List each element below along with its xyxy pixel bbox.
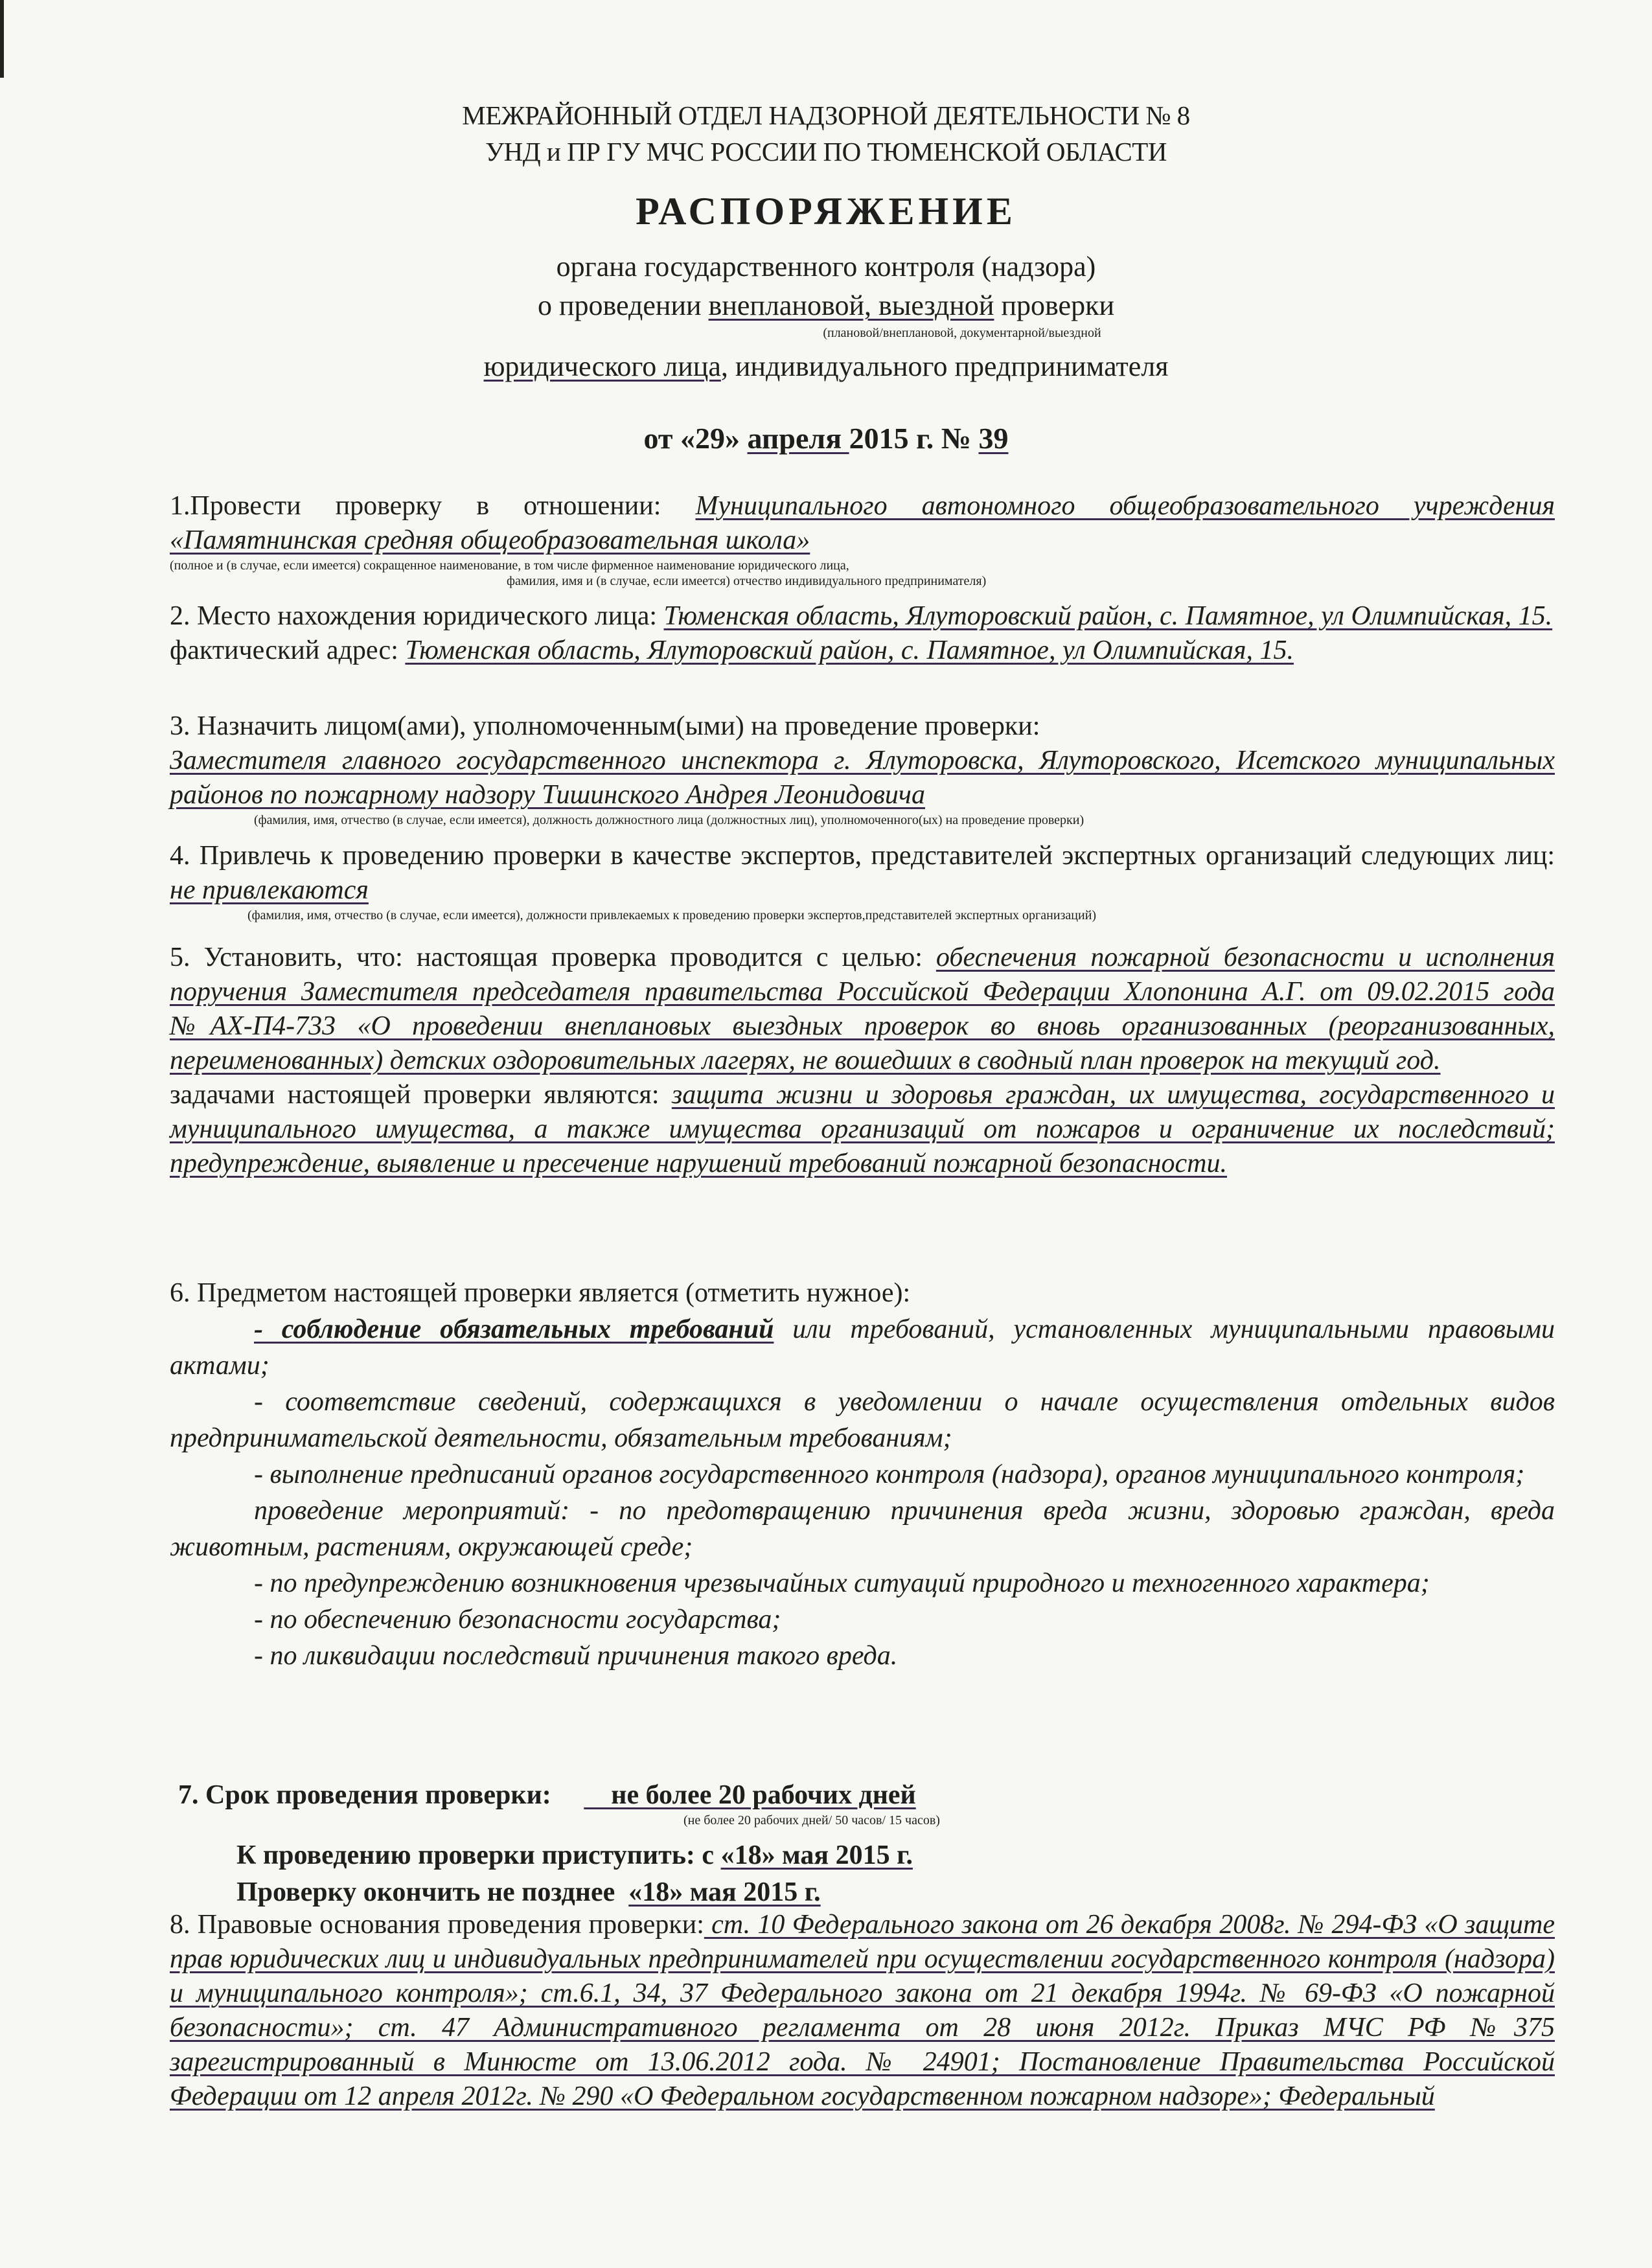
section-label: 7. Срок проведения проверки: [178,1780,551,1810]
caption: (фамилия, имя, отчество (в случае, если имеется), должность должностного лица (должностных лиц), уполномоченного(ых) на проведение проверки) [254,813,1084,827]
section-label: 5. Установить, что: настоящая проверка проводится с целью: [170,943,936,972]
end-date: «18» мая 2015 г. [628,1877,821,1907]
text: о проведении [537,290,709,321]
inspected-entity: Муниципального автономного общеобразовательного учреждения «Памятнинская средняя общеобразовательная школа» [170,491,1555,555]
caption: (фамилия, имя, отчество (в случае, если имеется), должности привлекаемых к проведению проверки экспертов,представителей экспертных организаций) [247,908,1097,922]
inspection-type: внеплановой, выездной [708,290,994,321]
date-prefix: от «29» [643,422,748,455]
inspection-end [236,1875,1622,1910]
subject-item: - по предупреждению возникновения чрезвычайных ситуаций природного и техногенного характера; [254,1568,1430,1598]
actual-address: Тюменская область, Ялуторовский район, с. Памятное, ул Олимпийская, 15. [405,636,1294,665]
subject-item: проведение мероприятий: - по предотвращению причинения вреда жизни, здоровью граждан, вреда животным, растениям, окружающей среде; [170,1496,1555,1562]
section-3 [170,709,1555,828]
subject-item: - по обеспечению безопасности государства; [254,1605,781,1634]
section-label: 8. Правовые основания проведения проверки: [170,1910,704,1940]
header-line-2: УНД и ПР ГУ МЧС РОССИИ ПО ТЮМЕНСКОЙ ОБЛАСТИ [485,137,1167,166]
subject-item: или требований, установленных муниципальными правовыми актами; [170,1314,1555,1380]
section-label: 1.Провести проверку в отношении: [170,491,696,521]
subject-item: - выполнение предписаний органов государственного контроля (надзора), органов муниципального контроля; [254,1460,1525,1489]
inspection-duration: не более 20 рабочих дней [584,1780,916,1810]
caption: (не более 20 рабочих дней/ 50 часов/ 15 часов) [683,1813,940,1827]
section-8 [170,1908,1555,2114]
section-4 [170,839,1555,923]
legal-basis: ст. 10 Федерального закона от 26 декабря 2008г. № 294-ФЗ «О защите прав юридических лиц и индивидуальных предпринимателей при осуществлении государственного контроля (надзора) и муниципального контроля»; ст.6.1, 34, 37 Федерального закона от 21 декабря 1994г. № 69-ФЗ «О пожарной безопасности»; ст. 47 Административного регламента от 28 июня 2012г. Приказ МЧС РФ №375 зарегистрированный в Минюсте от 13.06.2012 года. № 24901; Постановление Правительства Российской Федерации от 12 апреля 2012г. № 290 «О Федеральном государственном пожарном надзоре»; Федеральный [170,1910,1555,2111]
section-6 [170,1275,1555,1674]
text: проверки [994,290,1115,321]
section-label: 6. Предметом настоящей проверки является (отметить нужное): [170,1278,911,1308]
subject-item: - соответствие сведений, содержащихся в уведомлении о начале осуществления отдельных видов предпринимательской деятельности, обязательным требованиям; [170,1387,1555,1453]
section-5 [170,941,1555,1181]
document-title: РАСПОРЯЖЕНИЕ [636,190,1016,233]
selected-subject: - соблюдение обязательных требований [254,1314,774,1344]
text: , индивидуального предпринимателя [720,350,1169,382]
legal-address: Тюменская область, Ялуторовский район, с. Памятное, ул Олимпийская, 15. [663,601,1553,631]
document-number: 39 [978,422,1009,455]
section-label: фактический адрес: [170,636,406,665]
section-7 [178,1778,1563,1828]
document-subtitle [0,247,1652,386]
start-date: «18» мая 2015 г. [720,1840,913,1870]
scan-edge [0,0,4,78]
start-label: К проведению проверки приступить: с [236,1840,721,1870]
inspection-tasks: защита жизни и здоровья граждан, их имущества, государственного и муниципального имущества, а также имущества организаций от пожаров и ограничение их последствий; предупреждение, выявление и пресечение нарушений требований пожарной безопасности. [170,1080,1555,1178]
section-label: 3. Назначить лицом(ами), уполномоченным(ыми) на проведение проверки: [170,711,1040,741]
inspection-type-caption: (плановой/внеплановой, документарной/выездной [823,326,1101,340]
date-month: апреля [747,422,849,455]
subtitle-line-1: органа государственного контроля (надзора) [556,251,1096,282]
document-date-number [0,421,1652,455]
date-year: 2015 г. № [849,422,979,455]
end-label: Проверку окончить не позднее [236,1877,629,1907]
section-1 [170,489,1555,589]
section-label: 2. Место нахождения юридического лица: [170,601,664,631]
subtitle-line-2 [0,286,1652,325]
inspection-start [236,1838,1622,1873]
inspection-purpose: обеспечения пожарной безопасности и исполнения поручения Заместителя председателя правительства Российской Федерации Хлопонина А.Г. от 09.02.2015 года №АХ-П4-733 «О проведении внеплановых выездных проверок во вновь организованных (реорганизованных, переименованных) детских оздоровительных лагерях, не вошедших в сводный план проверок на текущий год. [170,943,1555,1075]
section-label: задачами настоящей проверки являются: [170,1080,672,1110]
subject-item: - по ликвидации последствий причинения такого вреда. [254,1641,898,1671]
section-label: 4. Привлечь к проведению проверки в качестве экспертов, представителей экспертных организаций следующих лиц: [170,841,1555,871]
header-department [0,97,1652,170]
caption: фамилия, имя и (в случае, если имеется) отчество индивидуального предпринимателя) [507,574,987,588]
experts: не привлекаются [170,875,369,905]
authorized-person: Заместителя главного государственного инспектора г. Ялуторовска, Ялуторовского, Исетского муниципальных районов по пожарному надзору Тишинского Андрея Леонидовича [170,746,1555,810]
subject-type: юридического лица [483,350,721,382]
header-line-1: МЕЖРАЙОННЫЙ ОТДЕЛ НАДЗОРНОЙ ДЕЯТЕЛЬНОСТИ № 8 [462,100,1190,130]
caption: (полное и (в случае, если имеется) сокращенное наименование, в том числе фирменное наименование юридического лица, [170,558,849,573]
section-2 [170,599,1555,668]
subtitle-line-3 [0,347,1652,386]
